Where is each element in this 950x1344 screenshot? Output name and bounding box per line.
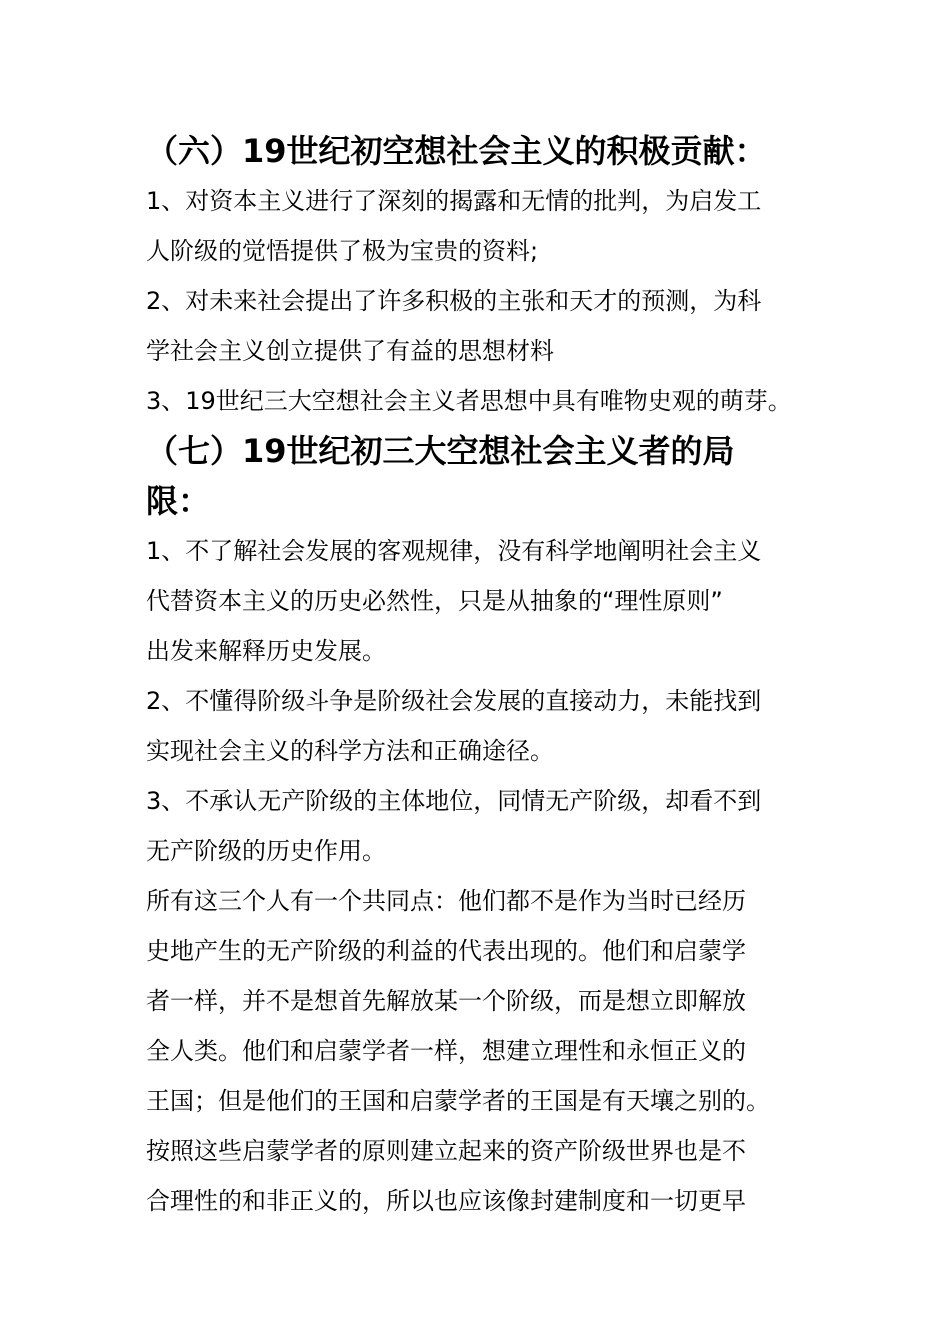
- section-6-item-3: [146, 376, 816, 426]
- section-6-item-2: [146, 276, 816, 376]
- text-line: 者一样，并不是想首先解放某一个阶级，而是想立即解放: [146, 987, 746, 1015]
- section-6-item-1: [146, 176, 816, 276]
- text-line: 史地产生的无产阶级的利益的代表出现的。他们和启蒙学: [146, 937, 746, 965]
- text-line: 1、不了解社会发展的客观规律，没有科学地阐明社会主义: [146, 537, 762, 565]
- closing-paragraph: [146, 876, 816, 1226]
- text-line: 3、不承认无产阶级的主体地位，同情无产阶级，却看不到: [146, 787, 762, 815]
- text-line: 无产阶级的历史作用。: [146, 837, 386, 865]
- text-line: 合理性的和非正义的，所以也应该像封建制度和一切更早: [146, 1187, 746, 1215]
- text-line: 全人类。他们和启蒙学者一样，想建立理性和永恒正义的: [146, 1037, 746, 1065]
- section-6-heading: （六）19世纪初空想社会主义的积极贡献：: [146, 132, 767, 170]
- section-7-item-1: [146, 526, 816, 676]
- text-line: 按照这些启蒙学者的原则建立起来的资产阶级世界也是不: [146, 1137, 746, 1165]
- document-body: [146, 126, 816, 1226]
- heading-line: 限：: [146, 482, 211, 520]
- text-line: 2、对未来社会提出了许多积极的主张和天才的预测，为科: [146, 287, 762, 315]
- text-line: 王国；但是他们的王国和启蒙学者的王国是有天壤之别的。: [146, 1087, 770, 1115]
- text-line: 人阶级的觉悟提供了极为宝贵的资料;: [146, 237, 539, 265]
- text-line: 实现社会主义的科学方法和正确途径。: [146, 737, 554, 765]
- text-line: 3、19世纪三大空想社会主义者思想中具有唯物史观的萌芽。: [146, 387, 792, 415]
- section-7-item-2: [146, 676, 816, 776]
- text-line: 代替资本主义的历史必然性，只是从抽象的“理性原则”: [146, 587, 723, 615]
- text-line: 出发来解释历史发展。: [146, 637, 386, 665]
- text-line: 所有这三个人有一个共同点：他们都不是作为当时已经历: [146, 887, 746, 915]
- section-7-item-3: [146, 776, 816, 876]
- text-line: 1、对资本主义进行了深刻的揭露和无情的批判，为启发工: [146, 187, 762, 215]
- heading-line: （七）19世纪初三大空想社会主义者的局: [146, 432, 735, 470]
- text-line: 学社会主义创立提供了有益的思想材料: [146, 337, 554, 365]
- text-line: 2、不懂得阶级斗争是阶级社会发展的直接动力，未能找到: [146, 687, 762, 715]
- section-7-heading: [146, 426, 816, 526]
